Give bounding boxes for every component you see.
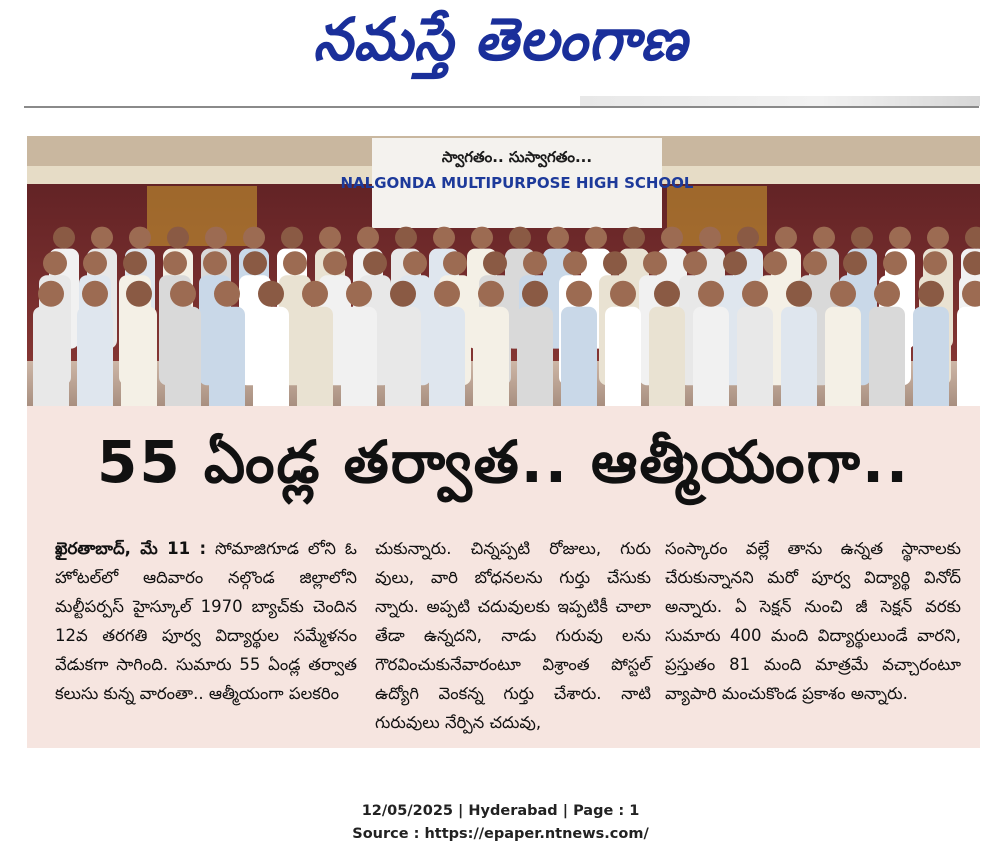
- person-head: [874, 281, 900, 307]
- person-figure: [517, 307, 553, 406]
- person-figure: [693, 307, 729, 406]
- person-head: [170, 281, 196, 307]
- headline: 55 ఏండ్ల తర్వాత.. ఆత్మీయంగా..: [96, 428, 911, 496]
- school-banner-text: NALGONDA MULTIPURPOSE HIGH SCHOOL: [340, 174, 694, 192]
- masthead-divider: [24, 106, 979, 108]
- person-figure: [869, 307, 905, 406]
- person-figure: [781, 307, 817, 406]
- article-column-3: సంస్కారం వల్లే తాను ఉన్నత స్థానాలకు చేరుకున్నానని మరో పూర్వ విద్యార్థి వినోద్ అన్నారు. ఏ సెక్షన్ నుంచి జీ సెక్షన్ వరకు సుమారు 400 మంది విద్యార్థులుండే వారని, ప్రస్తుతం 81 మంది మాత్రమే వచ్చారంటూ వ్యాపారి మంచుకొండ ప్రకాశం అన్నారు.: [665, 539, 961, 703]
- person-figure: [473, 307, 509, 406]
- person-head: [786, 281, 812, 307]
- person-head: [775, 227, 797, 249]
- person-head: [346, 281, 372, 307]
- person-figure: [561, 307, 597, 406]
- person-head: [403, 251, 427, 275]
- person-head: [509, 227, 531, 249]
- person-head: [129, 227, 151, 249]
- person-head: [478, 281, 504, 307]
- person-head: [883, 251, 907, 275]
- person-head: [357, 227, 379, 249]
- person-figure: [957, 307, 980, 406]
- person-head: [923, 251, 947, 275]
- person-head: [566, 281, 592, 307]
- person-head: [43, 251, 67, 275]
- person-head: [918, 281, 944, 307]
- article-column-1-text: సోమాజిగూడ లోని ఓ హోటల్‌లో ఆదివారం నల్గొండ జిల్లాలోని మల్టీపర్పస్ హైస్కూల్ 1970 బ్యాచ్‌కు చెందిన 12వ తరగతి పూర్వ విద్యార్థుల సమ్మేళనం వేడుకగా సాగింది. సుమారు 55 ఏండ్ల తర్వాత కలుసు కున్న వారంతా.. ఆత్మీయంగా పలకరిం: [55, 539, 357, 703]
- source-url: Source : https://epaper.ntnews.com/: [352, 826, 649, 842]
- person-head: [763, 251, 787, 275]
- person-head: [243, 251, 267, 275]
- person-head: [643, 251, 667, 275]
- person-head: [163, 251, 187, 275]
- person-head: [363, 251, 387, 275]
- dateline: ఖైరతాబాద్, మే 11 :: [55, 539, 207, 558]
- person-figure: [121, 307, 157, 406]
- person-head: [699, 227, 721, 249]
- person-figure: [253, 307, 289, 406]
- person-head: [434, 281, 460, 307]
- person-head: [547, 227, 569, 249]
- person-head: [53, 227, 75, 249]
- person-figure: [33, 307, 69, 406]
- newspaper-logo: నమస్తే తెలంగాణ: [313, 6, 688, 75]
- person-figure: [649, 307, 685, 406]
- masthead: [0, 0, 1001, 110]
- person-head: [126, 281, 152, 307]
- person-head: [443, 251, 467, 275]
- person-figure: [825, 307, 861, 406]
- person-head: [813, 227, 835, 249]
- article-column-1: [55, 534, 357, 708]
- person-head: [698, 281, 724, 307]
- person-head: [123, 251, 147, 275]
- person-head: [91, 227, 113, 249]
- person-head: [82, 281, 108, 307]
- person-head: [433, 227, 455, 249]
- person-figure: [297, 307, 333, 406]
- person-figure: [209, 307, 245, 406]
- person-head: [471, 227, 493, 249]
- person-figure: [77, 307, 113, 406]
- adjacent-page-fragment: [580, 96, 980, 106]
- welcome-banner-text: స్వాగతం.. సుస్వాగతం...: [441, 148, 593, 166]
- person-figure: [165, 307, 201, 406]
- person-head: [522, 281, 548, 307]
- person-head: [683, 251, 707, 275]
- article-column-2: చుకున్నారు. చిన్నప్పటి రోజులు, గురు వులు, వారి బోధనలను గుర్తు చేసుకు న్నారు. అప్పటి చదువులకు ఇప్పటికీ చాలా తేడా ఉన్నదని, నాడు గురువు లను గౌరవించుకునేవారంటూ విశ్రాంత పోస్టల్ ఉద్యోగి వెంకన్న గుర్తు చేశారు. నాటి గురువులు నేర్పిన చదువు,: [375, 539, 651, 732]
- person-head: [243, 227, 265, 249]
- person-head: [623, 227, 645, 249]
- person-head: [603, 251, 627, 275]
- person-head: [585, 227, 607, 249]
- person-head: [302, 281, 328, 307]
- person-head: [205, 227, 227, 249]
- person-head: [723, 251, 747, 275]
- person-head: [390, 281, 416, 307]
- person-head: [258, 281, 284, 307]
- edition-info: 12/05/2025 | Hyderabad | Page : 1: [361, 803, 640, 819]
- news-article: [27, 136, 980, 748]
- person-head: [167, 227, 189, 249]
- person-head: [203, 251, 227, 275]
- person-head: [214, 281, 240, 307]
- person-head: [483, 251, 507, 275]
- person-head: [927, 227, 949, 249]
- group-photo-illustration: [27, 136, 980, 406]
- person-head: [889, 227, 911, 249]
- person-figure: [385, 307, 421, 406]
- person-head: [523, 251, 547, 275]
- person-head: [610, 281, 636, 307]
- person-figure: [605, 307, 641, 406]
- person-head: [737, 227, 759, 249]
- person-head: [83, 251, 107, 275]
- group-photo: [27, 136, 980, 406]
- person-head: [281, 227, 303, 249]
- person-figure: [913, 307, 949, 406]
- person-head: [395, 227, 417, 249]
- person-head: [38, 281, 64, 307]
- person-head: [830, 281, 856, 307]
- person-figure: [341, 307, 377, 406]
- person-head: [563, 251, 587, 275]
- person-head: [742, 281, 768, 307]
- person-head: [843, 251, 867, 275]
- person-figure: [737, 307, 773, 406]
- person-head: [803, 251, 827, 275]
- person-head: [283, 251, 307, 275]
- person-head: [661, 227, 683, 249]
- person-head: [851, 227, 873, 249]
- person-head: [319, 227, 341, 249]
- person-head: [654, 281, 680, 307]
- person-head: [323, 251, 347, 275]
- person-figure: [429, 307, 465, 406]
